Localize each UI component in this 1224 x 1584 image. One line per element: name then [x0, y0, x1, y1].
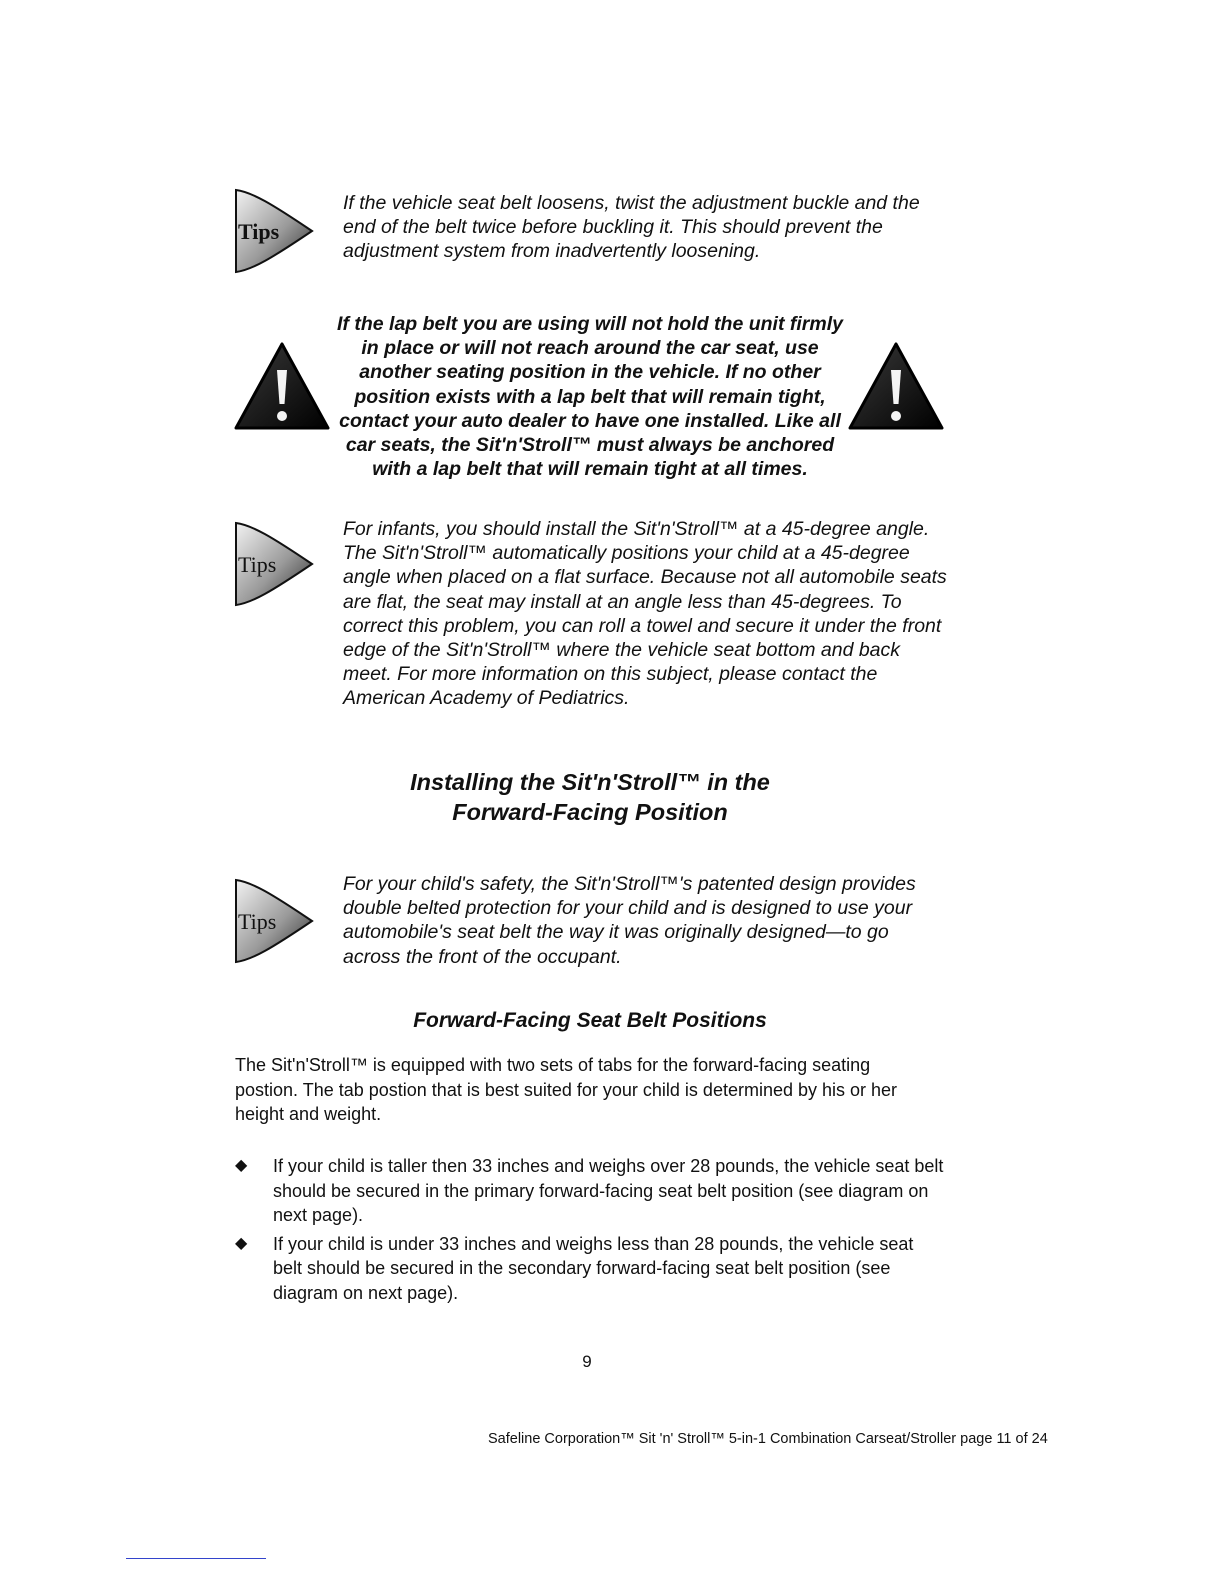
warning-icon-left: [232, 340, 332, 432]
tip-text: For infants, you should install the Sit'n'Stroll™ at a 45-degree angle. The Sit'n'Stroll™ automatically positions your child at a 45-degree angle when placed on a flat surface. Because not all automobile seats are flat, the seat may install at an angle less than 45-degrees. To correct this problem, you can roll a towel and secure it under the front edge of the Sit'n'Stroll™ where the vehicle seat bottom and back meet. For more information on this subject, please contact the American Academy of Pediatrics.: [343, 518, 947, 710]
page-number: 9: [582, 1352, 592, 1371]
warning-text: [334, 312, 846, 481]
footnote-rule: [126, 1558, 266, 1559]
tip-text: If the vehicle seat belt loosens, twist the adjustment buckle and the end of the belt twice before buckling it. This should prevent the adjustment system from inadvertently loosening.: [343, 192, 920, 263]
section-title-line: Installing the Sit'n'Stroll™ in the: [410, 769, 770, 795]
tip-text: For your child's safety, the Sit'n'Stroll™'s patented design provides double belted protection for your child and is designed to use your automobile's seat belt the way it was originally designed—to go across the front of the occupant.: [343, 873, 916, 968]
tips-icon: [232, 186, 316, 276]
warning-line: in place or will not reach around the car seat, use: [361, 337, 819, 360]
list-item: [235, 1154, 945, 1228]
section-title: [340, 767, 840, 827]
warning-line: car seats, the Sit'n'Stroll™ must always be anchored: [345, 434, 835, 457]
subsection-title: Forward-Facing Seat Belt Positions: [413, 1009, 767, 1032]
warning-icon-right: [846, 340, 946, 432]
bullet-list: [235, 1154, 945, 1309]
footer-text: Safeline Corporation™ Sit 'n' Stroll™ 5-in-1 Combination Carseat/Stroller page 11 of 24: [488, 1431, 1048, 1447]
warning-line: If the lap belt you are using will not hold the unit firmly: [337, 313, 843, 335]
list-item: [235, 1232, 945, 1306]
list-item-text: If your child is taller then 33 inches and weighs over 28 pounds, the vehicle seat belt should be secured in the primary forward-facing seat belt position (see diagram on next page).: [273, 1156, 944, 1225]
svg-text:Tips: Tips: [238, 909, 277, 934]
svg-text:Tips: Tips: [238, 219, 280, 244]
warning-line: contact your auto dealer to have one installed. Like all: [339, 409, 841, 432]
list-item-text: If your child is under 33 inches and weighs less than 28 pounds, the vehicle seat belt should be secured in the secondary forward-facing seat belt position (see diagram on next page).: [273, 1233, 914, 1303]
svg-text:Tips: Tips: [238, 552, 277, 577]
diamond-bullet-icon: ◆: [235, 1157, 248, 1174]
diamond-bullet-icon: ◆: [235, 1234, 248, 1252]
intro-paragraph: The Sit'n'Stroll™ is equipped with two sets of tabs for the forward-facing seating postion. The tab postion that is best suited for your child is determined by his or her height and weight.: [235, 1055, 898, 1124]
section-title-line: Forward-Facing Position: [452, 799, 728, 825]
tips-icon: [232, 519, 316, 609]
warning-line: position exists with a lap belt that will remain tight,: [354, 385, 826, 408]
tips-icon: [232, 876, 316, 966]
warning-line: another seating position in the vehicle. If no other: [359, 361, 821, 384]
warning-line: with a lap belt that will remain tight at all times.: [372, 458, 808, 481]
